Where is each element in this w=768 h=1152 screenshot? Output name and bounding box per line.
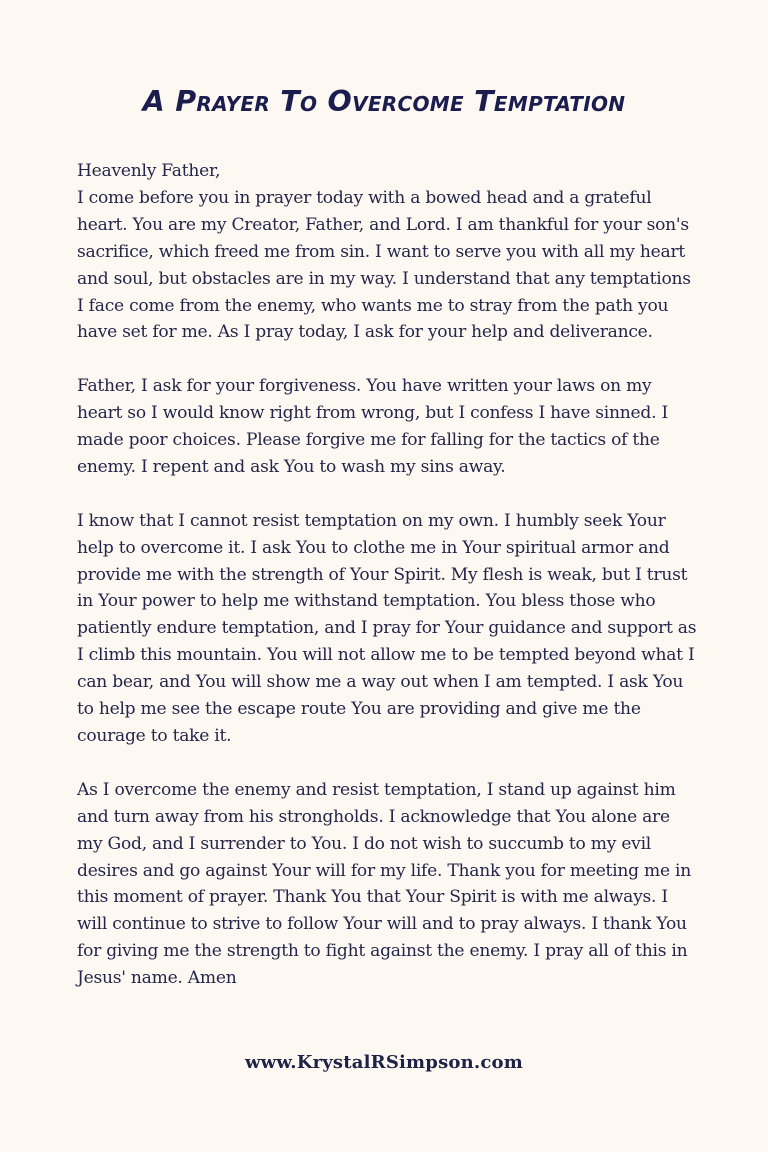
prayer-paragraph-3: I know that I cannot resist temptation on my own. I humbly seek Your help to overcome it. I ask You to clothe me in Your spiritual armor and provide me with the strength of Your Spirit. My flesh is weak, but I trust in Your power to help me withstand temptation. You bless those who patiently endure temptation, and I pray for Your guidance and support as I climb this mountain. You will not allow me to be tempted beyond what I can bear, and You will show me a way out when I am tempted. I ask You to help me see the escape route You are providing and give me the courage to take it. [77, 510, 697, 746]
prayer-paragraph-4: As I overcome the enemy and resist temptation, I stand up against him and turn away from his strongholds. I acknowledge that You alone are my God, and I surrender to You. I do not wish to succumb to my evil desires and go against Your will for my life. Thank you for meeting me in this moment of prayer. Thank You that Your Spirit is with me always. I will continue to strive to follow Your will and to pray always. I thank You for giving me the strength to fight against the enemy. I pray all of this in Jesus' name. Amen [77, 779, 692, 989]
website-footer: www.KrystalRSimpson.com [244, 1052, 523, 1073]
prayer-paragraph-2: Father, I ask for your forgiveness. You have written your laws on my heart so I would know right from wrong, but I confess I have sinned. I made poor choices. Please forgive me for falling for the tactics of the enemy. I repent and ask You to wash my sins away. [77, 376, 668, 477]
paragraph-text-1: I come before you in prayer today with a bowed head and a grateful heart. You are my Creator, Father, and Lord. I am thankful for your son's sacrifice, which freed me from sin. I want to serve you with all my heart and soul, but obstacles are in my way. I understand that any temptations I face come from the enemy, who wants me to stray from the path you have set for me. As I pray today, I ask for your help and deliverance. [77, 187, 691, 343]
greeting: Heavenly Father, [77, 161, 221, 181]
prayer-body [77, 158, 699, 992]
page-title: A Prayer To Overcome Temptation [142, 85, 626, 118]
prayer-paragraph-1 [77, 158, 699, 346]
